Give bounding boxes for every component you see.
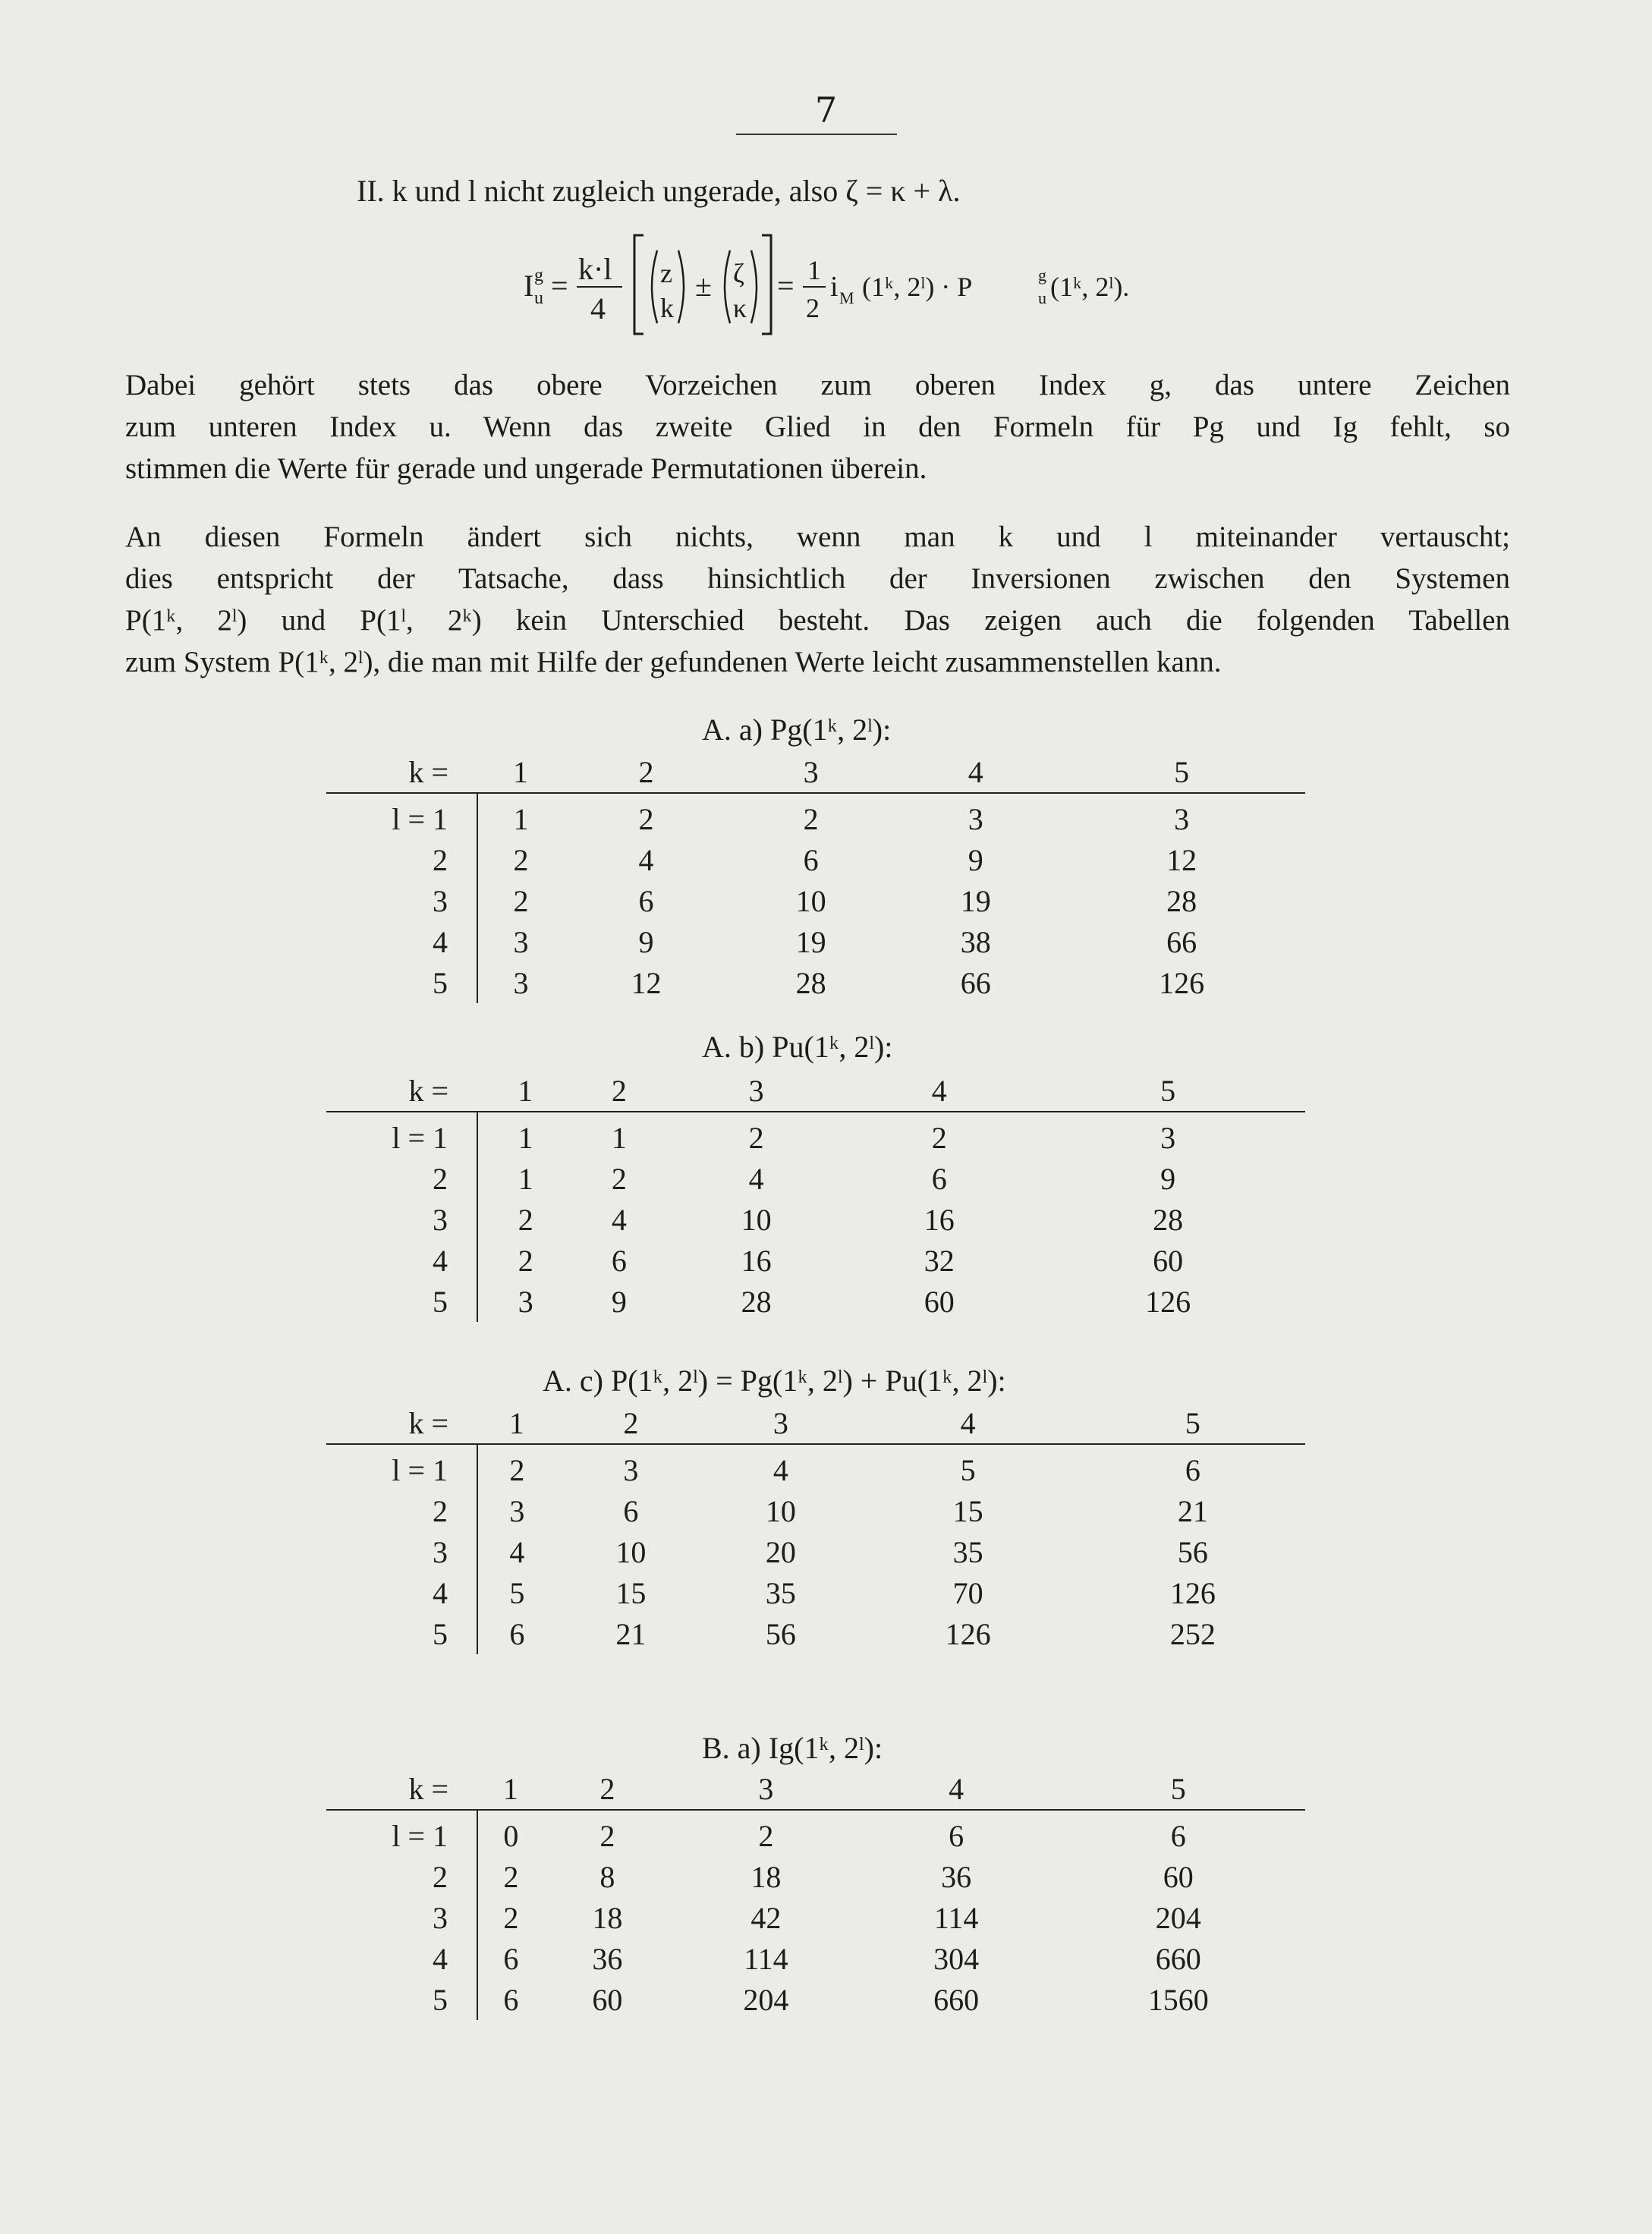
table-cell: 6 (503, 1941, 519, 1976)
table-cell: 36 (592, 1941, 623, 1976)
table-cell: 38 (960, 924, 991, 959)
table-cell: 126 (1145, 1284, 1191, 1319)
table-cell: 16 (924, 1202, 955, 1237)
table-cell: 42 (750, 1900, 782, 1935)
column-header: 5 (1058, 751, 1305, 793)
table-cell: 35 (952, 1534, 983, 1569)
table-cell: 6 (1170, 1818, 1186, 1853)
row-label: l = 1 (326, 1444, 477, 1490)
table-cell: 3 (968, 801, 983, 836)
formula-lhs-sub: u (534, 288, 543, 308)
section-heading: II. k und l nicht zugleich ungerade, also ζ = κ + λ. (357, 174, 961, 208)
table-row (326, 880, 1305, 921)
formula (516, 220, 1199, 349)
table-row (326, 1572, 1305, 1613)
table-cell: 6 (611, 1243, 627, 1278)
row-label: 2 (326, 1856, 477, 1897)
table-cell: 21 (1177, 1493, 1208, 1528)
formula-frac-den: 4 (590, 291, 606, 326)
table-corner: k = (326, 1070, 477, 1112)
table-cell: 10 (741, 1202, 772, 1237)
table-cell: 5 (960, 1452, 976, 1487)
row-label: 3 (326, 1199, 477, 1240)
table-cell: 6 (638, 883, 654, 918)
table-cell: 28 (741, 1284, 772, 1319)
paragraph-1 (125, 364, 1510, 489)
table-cell: 10 (615, 1534, 647, 1569)
page-number: 7 (814, 90, 838, 131)
table-cell: 10 (795, 883, 826, 918)
column-header: 3 (728, 751, 893, 793)
table-cell: 2 (803, 801, 819, 836)
table-row (326, 1897, 1305, 1938)
table-row (326, 1810, 1305, 1856)
table-cell: 2 (638, 801, 654, 836)
table-cell: 35 (765, 1575, 796, 1610)
table-caption: A. c) P(1ᵏ, 2ˡ) = Pg(1ᵏ, 2ˡ) + Pu(1ᵏ, 2ˡ): (543, 1364, 1006, 1398)
table-cell: 15 (615, 1575, 647, 1610)
svg-text:=: = (551, 269, 568, 303)
formula-lhs: I (524, 269, 534, 303)
table-row (326, 962, 1305, 1003)
paragraph-1-line: zum unteren Index u. Wenn das zweite Glied in den Formeln für Pg und Ig fehlt, so (125, 411, 1510, 443)
table-cell: 60 (924, 1284, 955, 1319)
table-cell: 6 (1185, 1452, 1200, 1487)
table-cell: 252 (1169, 1616, 1216, 1651)
table-cell: 12 (631, 965, 662, 1000)
table-cell: 21 (615, 1616, 647, 1651)
formula-half-den: 2 (806, 293, 820, 323)
table-caption: A. a) Pg(1ᵏ, 2ˡ): (702, 713, 892, 747)
table-caption: A. b) Pu(1ᵏ, 2ˡ): (702, 1030, 893, 1064)
table-cell: 66 (960, 965, 991, 1000)
paragraph-1-line: stimmen die Werte für gerade und ungerade Permutationen überein. (125, 452, 927, 485)
table-cell: 12 (1166, 842, 1197, 877)
table-caption: B. a) Ig(1ᵏ, 2ˡ): (702, 1731, 883, 1765)
table-row (326, 1490, 1305, 1531)
table-cell: 19 (795, 924, 826, 959)
column-header: 2 (564, 751, 728, 793)
svg-text:=: = (777, 269, 795, 303)
table-cell: 114 (744, 1941, 788, 1976)
column-header: 4 (856, 1402, 1081, 1444)
column-header: 5 (1052, 1768, 1305, 1810)
formula-frac-num: k·l (578, 252, 612, 286)
table-cell: 4 (611, 1202, 627, 1237)
table-cell: 204 (1155, 1900, 1201, 1935)
formula-binom1-bottom: k (660, 293, 674, 323)
formula-binom2-bottom: κ (733, 293, 747, 323)
column-header: 2 (544, 1768, 671, 1810)
table-cell: 15 (952, 1493, 983, 1528)
table-cell: 3 (513, 924, 529, 959)
formula-binom1-top: z (660, 258, 672, 288)
table-cell: 56 (1177, 1534, 1208, 1569)
data-table-a-c (326, 1402, 1305, 1654)
row-label: l = 1 (326, 1810, 477, 1856)
table-cell: 126 (945, 1616, 991, 1651)
data-table-a-a (326, 751, 1305, 1003)
table-cell: 3 (509, 1493, 525, 1528)
table-cell: 6 (503, 1982, 519, 2017)
row-label: 3 (326, 880, 477, 921)
table-cell: 36 (941, 1859, 972, 1894)
table-cell: 56 (765, 1616, 796, 1651)
table-cell: 1 (513, 801, 529, 836)
table-cell: 3 (623, 1452, 639, 1487)
table-cell: 126 (1159, 965, 1205, 1000)
table-cell: 60 (1153, 1243, 1184, 1278)
table-row (326, 921, 1305, 962)
column-header: 4 (848, 1070, 1031, 1112)
column-header: 2 (556, 1402, 706, 1444)
table-cell: 10 (765, 1493, 796, 1528)
formula-rhs-sub: M (839, 288, 854, 307)
table-row (326, 1158, 1305, 1199)
table-row (326, 793, 1305, 839)
column-header: 3 (665, 1070, 848, 1112)
row-label: 4 (326, 1572, 477, 1613)
table-cell: 3 (513, 965, 529, 1000)
table-cell: 2 (748, 1120, 764, 1155)
table-cell: 60 (592, 1982, 623, 2017)
column-header: 1 (477, 1402, 556, 1444)
table-cell: 6 (803, 842, 819, 877)
row-label: 2 (326, 839, 477, 880)
table-cell: 2 (931, 1120, 947, 1155)
table-cell: 9 (1160, 1161, 1176, 1196)
table-cell: 3 (1160, 1120, 1176, 1155)
table-cell: 28 (1166, 883, 1197, 918)
table-cell: 4 (748, 1161, 764, 1196)
formula-rhs-p-sub: u (1038, 288, 1046, 307)
table-cell: 304 (933, 1941, 980, 1976)
row-label: 3 (326, 1897, 477, 1938)
table-cell: 1560 (1147, 1982, 1209, 2017)
column-header: 1 (477, 1070, 574, 1112)
formula-pm: ± (695, 269, 712, 303)
data-table-b-a (326, 1768, 1305, 2020)
table-cell: 4 (638, 842, 654, 877)
table-cell: 6 (623, 1493, 639, 1528)
paragraph-1-line: Dabei gehört stets das obere Vorzeichen zum oberen Index g, das untere Zeichen (125, 369, 1510, 401)
table-cell: 2 (513, 842, 529, 877)
paragraph-2 (125, 516, 1510, 683)
table-cell: 2 (611, 1161, 627, 1196)
row-label: 2 (326, 1158, 477, 1199)
table-row (326, 1938, 1305, 1979)
paragraph-2-line: dies entspricht der Tatsache, dass hinsichtlich der Inversionen zwischen den Systemen (125, 562, 1510, 595)
table-cell: 66 (1166, 924, 1197, 959)
table-cell: 2 (503, 1859, 519, 1894)
table-cell: 6 (509, 1616, 525, 1651)
column-header: 2 (574, 1070, 666, 1112)
formula-rhs-p-sup: g (1038, 266, 1046, 285)
table-cell: 2 (758, 1818, 774, 1853)
column-header: 3 (706, 1402, 855, 1444)
table-cell: 20 (765, 1534, 796, 1569)
table-cell: 8 (599, 1859, 615, 1894)
table-cell: 2 (503, 1900, 519, 1935)
formula-rhs-p-args: (1ᵏ, 2ˡ). (1050, 272, 1130, 302)
table-cell: 19 (960, 883, 991, 918)
table-cell: 6 (931, 1161, 947, 1196)
table-row (326, 1112, 1305, 1158)
table-cell: 3 (518, 1284, 533, 1319)
table-row (326, 1613, 1305, 1654)
table-cell: 4 (773, 1452, 788, 1487)
row-label: 4 (326, 1938, 477, 1979)
table-cell: 9 (611, 1284, 627, 1319)
row-label: 5 (326, 1979, 477, 2020)
table-cell: 5 (509, 1575, 525, 1610)
row-label: 4 (326, 1240, 477, 1281)
row-label: 5 (326, 962, 477, 1003)
formula-half-num: 1 (807, 255, 821, 285)
paragraph-2-line: An diesen Formeln ändert sich nichts, wenn man k und l miteinander vertauscht; (125, 521, 1510, 553)
column-header: 1 (477, 751, 564, 793)
table-cell: 9 (638, 924, 654, 959)
table-row (326, 1240, 1305, 1281)
column-header: 4 (893, 751, 1058, 793)
row-label: 2 (326, 1490, 477, 1531)
table-cell: 60 (1163, 1859, 1194, 1894)
table-cell: 16 (741, 1243, 772, 1278)
table-cell: 3 (1174, 801, 1190, 836)
table-corner: k = (326, 1768, 477, 1810)
table-cell: 660 (1155, 1941, 1201, 1976)
row-label: 3 (326, 1531, 477, 1572)
formula-binom2-top: ζ (733, 258, 744, 288)
table-cell: 2 (599, 1818, 615, 1853)
table-cell: 114 (933, 1900, 979, 1935)
page-number-rule (736, 134, 897, 135)
table-cell: 204 (743, 1982, 789, 2017)
paragraph-2-line: P(1ᵏ, 2ˡ) und P(1ˡ, 2ᵏ) kein Unterschied besteht. Das zeigen auch die folgenden Tabellen (125, 604, 1510, 637)
row-label: 5 (326, 1613, 477, 1654)
row-label: l = 1 (326, 1112, 477, 1158)
row-label: 4 (326, 921, 477, 962)
table-cell: 2 (518, 1243, 533, 1278)
formula-rhs: i (830, 271, 839, 303)
table-cell: 70 (952, 1575, 983, 1610)
table-row (326, 839, 1305, 880)
table-row (326, 1281, 1305, 1322)
column-header: 1 (477, 1768, 544, 1810)
table-cell: 18 (750, 1859, 782, 1894)
table-corner: k = (326, 751, 477, 793)
table-cell: 2 (513, 883, 529, 918)
table-cell: 6 (949, 1818, 964, 1853)
column-header: 5 (1031, 1070, 1305, 1112)
table-cell: 126 (1169, 1575, 1216, 1610)
table-row (326, 1856, 1305, 1897)
row-label: l = 1 (326, 793, 477, 839)
table-cell: 9 (968, 842, 983, 877)
table-cell: 0 (503, 1818, 519, 1853)
table-cell: 1 (518, 1161, 533, 1196)
formula-lhs-sup: g (534, 266, 543, 285)
table-row (326, 1444, 1305, 1490)
column-header: 4 (861, 1768, 1052, 1810)
column-header: 5 (1081, 1402, 1305, 1444)
table-cell: 18 (592, 1900, 623, 1935)
table-corner: k = (326, 1402, 477, 1444)
row-label: 5 (326, 1281, 477, 1322)
table-cell: 1 (518, 1120, 533, 1155)
table-cell: 2 (509, 1452, 525, 1487)
table-cell: 660 (933, 1982, 980, 2017)
column-header: 3 (671, 1768, 861, 1810)
table-cell: 4 (509, 1534, 525, 1569)
data-table-a-b (326, 1070, 1305, 1322)
table-cell: 28 (1153, 1202, 1184, 1237)
paragraph-2-line: zum System P(1ᵏ, 2ˡ), die man mit Hilfe der gefundenen Werte leicht zusammenstellen kann. (125, 646, 1222, 678)
table-cell: 2 (518, 1202, 533, 1237)
table-row (326, 1531, 1305, 1572)
table-row (326, 1199, 1305, 1240)
table-row (326, 1979, 1305, 2020)
table-cell: 28 (795, 965, 826, 1000)
table-cell: 1 (611, 1120, 627, 1155)
table-cell: 32 (924, 1243, 955, 1278)
formula-rhs-args: (1ᵏ, 2ˡ) · P (862, 272, 973, 302)
